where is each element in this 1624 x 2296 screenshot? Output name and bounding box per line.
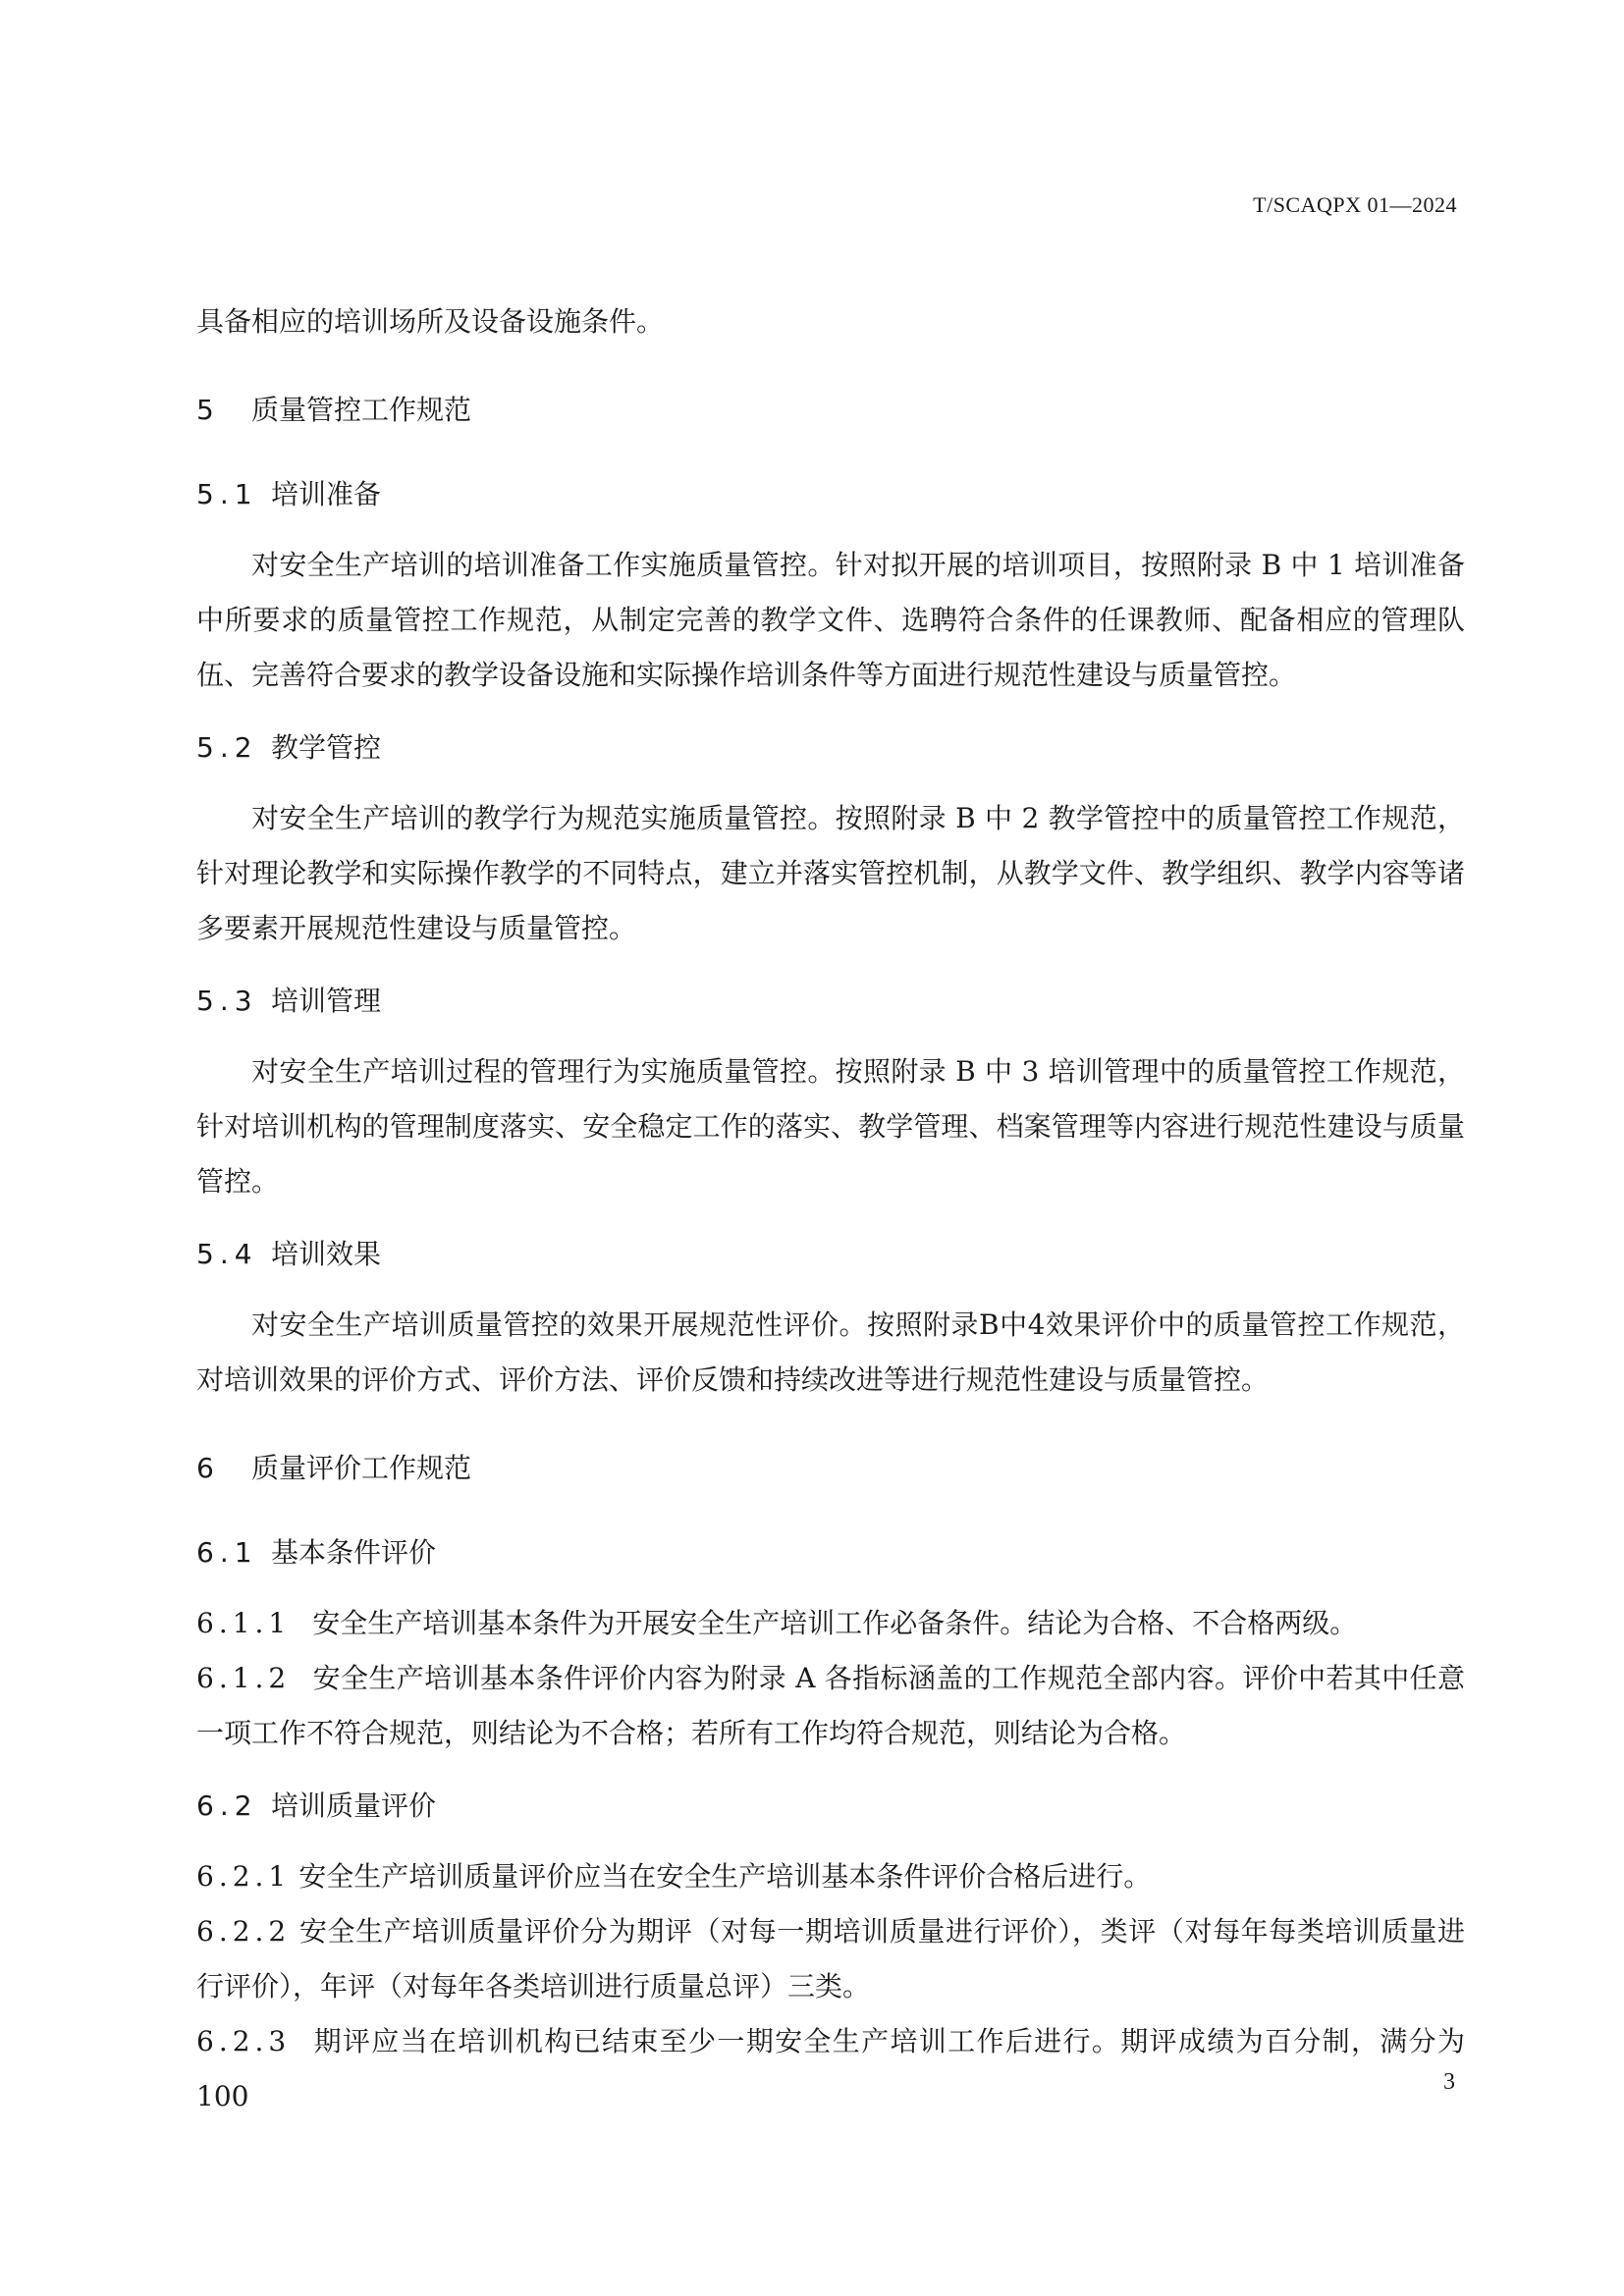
section-number: 5.3 <box>196 985 258 1017</box>
section-number: 5.4 <box>196 1238 258 1270</box>
clause-number: 6.2.2 <box>196 1915 292 1948</box>
section-5-1-body: 对安全生产培训的培训准备工作实施质量管控。针对拟开展的培训项目，按照附录 B 中 1 培训准备中所要求的质量管控工作规范，从制定完善的教学文件、选聘符合条件的任课教师、配备相应的管理队伍、完善符合要求的教学设备设施和实际操作培训条件等方面进行规范性建设与质量管控。 <box>196 549 1465 691</box>
section-title: 培训准备 <box>271 478 382 510</box>
section-5-2-body: 对安全生产培训的教学行为规范实施质量管控。按照附录 B 中 2 教学管控中的质量管控工作规范，针对理论教学和实际操作教学的不同特点，建立并落实管控机制，从教学文件、教学组织、教学内容等诸多要素开展规范性建设与质量管控。 <box>196 802 1465 944</box>
clause-text: 安全生产培训质量评价应当在安全生产培训基本条件评价合格后进行。 <box>298 1860 1152 1893</box>
clause-6-2-3 <box>196 2014 1465 2124</box>
section-6-1-heading <box>196 1525 1465 1580</box>
section-title: 基本条件评价 <box>271 1536 437 1569</box>
section-title: 培训质量评价 <box>271 1789 437 1822</box>
page-number: 3 <box>1443 2069 1455 2095</box>
clause-6-1-1 <box>196 1596 1465 1651</box>
section-5-3-heading <box>196 974 1465 1029</box>
clause-number: 6.2.3 <box>196 2025 292 2057</box>
clause-text: 安全生产培训质量评价分为期评（对每一期培训质量进行评价），类评（对每年每类培训质量进行评价），年评（对每年各类培训进行质量总评）三类。 <box>196 1915 1465 2002</box>
section-title: 培训效果 <box>271 1238 382 1270</box>
section-title: 质量管控工作规范 <box>251 394 472 426</box>
clause-text: 期评应当在培训机构已结束至少一期安全生产培训工作后进行。期评成绩为百分制，满分为 100 <box>196 2025 1465 2112</box>
clause-number: 6.1.2 <box>196 1662 292 1694</box>
document-id: T/SCAQPX 01—2024 <box>1253 192 1457 217</box>
section-5-2-heading <box>196 721 1465 775</box>
clause-6-2-1 <box>196 1849 1465 1904</box>
clause-number: 6.2.1 <box>196 1860 292 1893</box>
section-5-4-heading <box>196 1227 1465 1282</box>
section-number: 5.1 <box>196 478 258 510</box>
section-number: 5 <box>196 394 220 426</box>
clause-text: 安全生产培训基本条件为开展安全生产培训工作必备条件。结论为合格、不合格两级。 <box>312 1607 1358 1639</box>
section-number: 6 <box>196 1452 220 1484</box>
section-5-4-body: 对安全生产培训质量管控的效果开展规范性评价。按照附录B中4效果评价中的质量管控工作规范，对培训效果的评价方式、评价方法、评价反馈和持续改进等进行规范性建设与质量管控。 <box>196 1308 1465 1396</box>
clause-6-1-2 <box>196 1651 1465 1761</box>
section-6-heading <box>196 1441 1465 1496</box>
section-5-3-body: 对安全生产培训过程的管理行为实施质量管控。按照附录 B 中 3 培训管理中的质量管控工作规范，针对培训机构的管理制度落实、安全稳定工作的落实、教学管理、档案管理等内容进行规范性建设与质量管控。 <box>196 1055 1465 1198</box>
clause-6-2-2 <box>196 1904 1465 2014</box>
clause-number: 6.1.1 <box>196 1607 292 1639</box>
section-title: 教学管控 <box>271 731 382 764</box>
intro-line: 具备相应的培训场所及设备设施条件。 <box>196 305 665 338</box>
section-5-heading <box>196 383 1465 438</box>
section-number: 5.2 <box>196 731 258 764</box>
section-number: 6.1 <box>196 1536 258 1569</box>
section-6-2-heading <box>196 1779 1465 1834</box>
section-title: 质量评价工作规范 <box>251 1452 472 1484</box>
section-5-1-heading <box>196 467 1465 522</box>
clause-text: 安全生产培训基本条件评价内容为附录 A 各指标涵盖的工作规范全部内容。评价中若其中任意一项工作不符合规范，则结论为不合格；若所有工作均符合规范，则结论为合格。 <box>196 1662 1465 1749</box>
section-title: 培训管理 <box>271 985 382 1017</box>
document-body <box>196 294 1465 2124</box>
section-number: 6.2 <box>196 1789 258 1822</box>
